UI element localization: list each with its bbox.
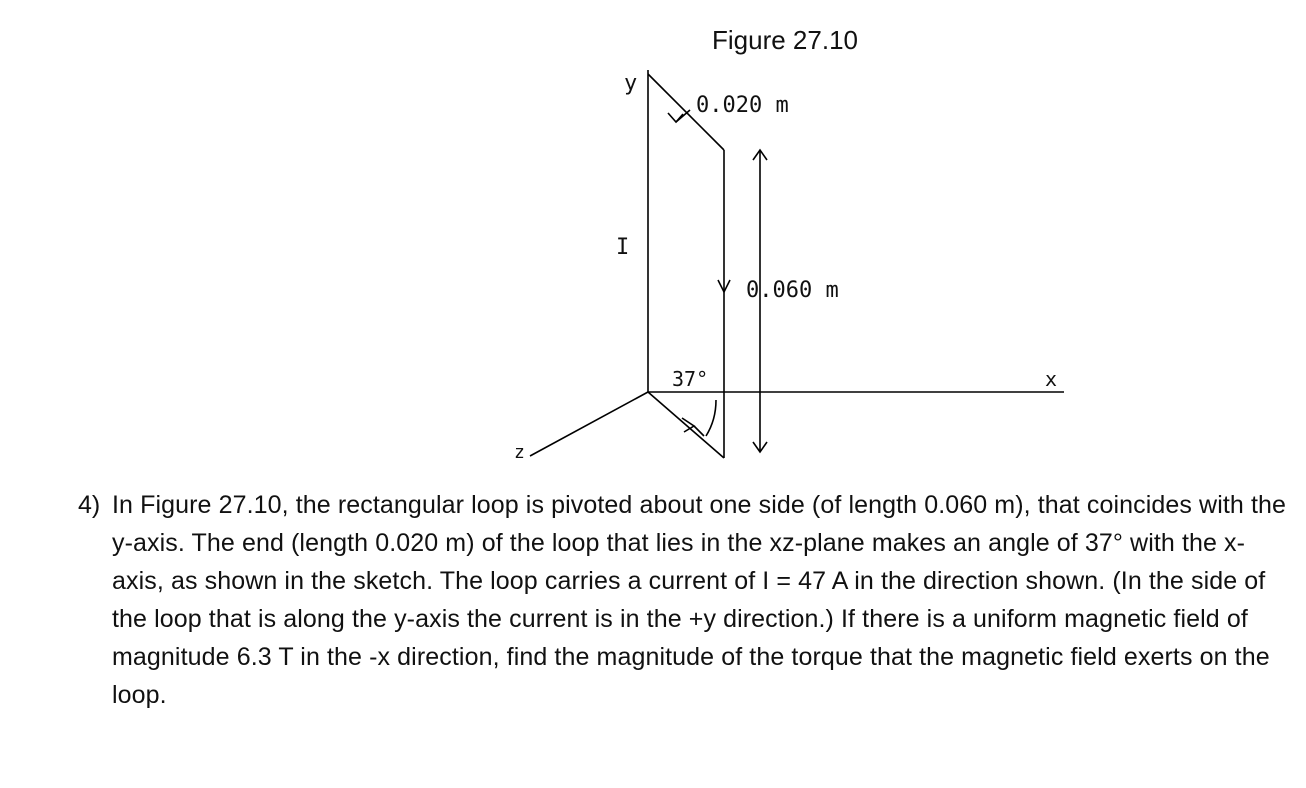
problem-number: 4) [78, 491, 101, 519]
x-axis-label: x [1045, 367, 1058, 391]
figure-caption: Figure 27.10 [712, 25, 858, 55]
angle-label: 37° [672, 367, 709, 391]
angle-arc [706, 400, 716, 436]
z-axis-label: z [514, 442, 525, 463]
current-label: I [616, 235, 630, 260]
angle-arc-tail [694, 426, 704, 436]
end-length-label: 0.020 m [696, 93, 789, 118]
loop-bottom-edge [648, 392, 724, 458]
y-axis-label: y [624, 71, 638, 96]
z-axis-line [530, 392, 648, 456]
end-length-arrowhead [668, 113, 683, 122]
problem-statement [78, 486, 1293, 714]
problem-text: In Figure 27.10, the rectangular loop is pivoted about one side (of length 0.060 m), that coincides with the y-axis. The end (length 0.020 m) of the loop that lies in the xz-plane makes an angle of 37° with the x-axis, as shown in the sketch. The loop carries a current of I = 47 A in the direction shown. (In the side of the loop that is along the y-axis the current is in the +y direction.) If there is a uniform magnetic field of magnitude 6.3 T in the -x direction, find the magnitude of the torque that the magnetic field exerts on the loop. [112, 491, 1287, 709]
side-length-label: 0.060 m [746, 278, 839, 303]
